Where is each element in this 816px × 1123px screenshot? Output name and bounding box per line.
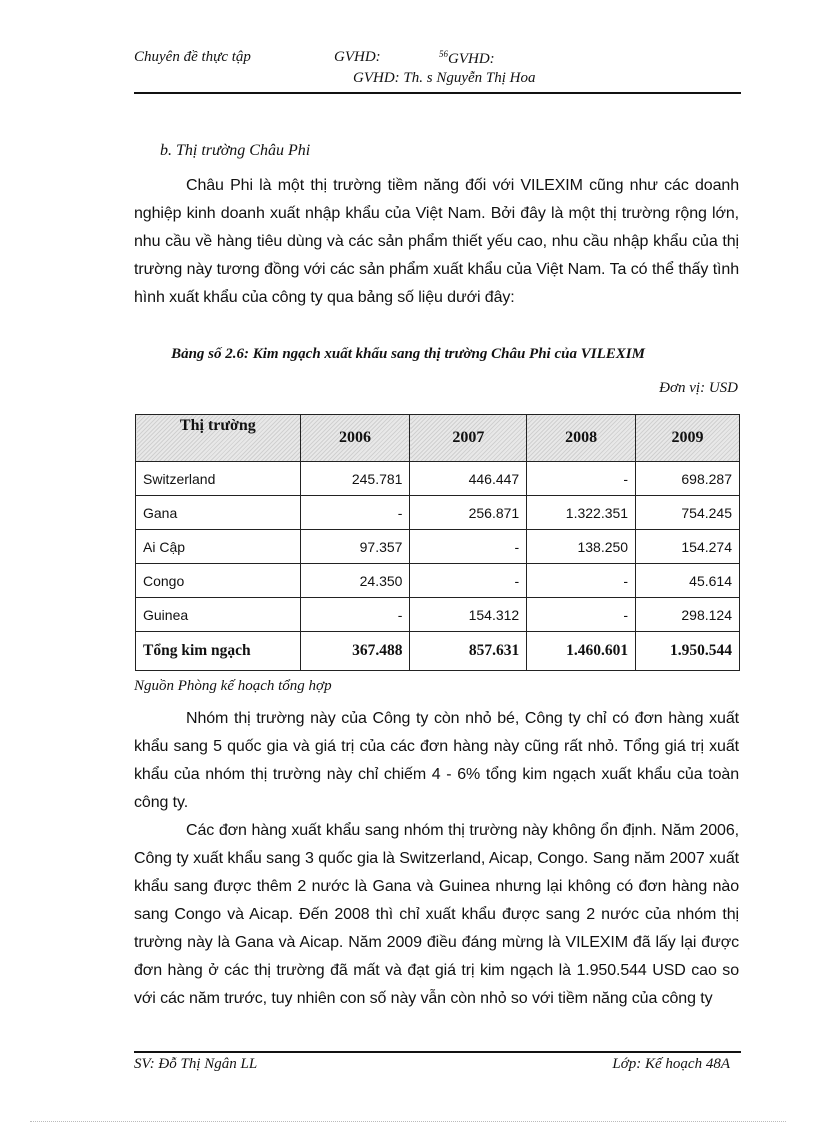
cell-value: -	[527, 564, 636, 598]
cell-market: Gana	[136, 496, 301, 530]
cell-value: 446.447	[410, 462, 527, 496]
total-value: 1.950.544	[636, 632, 740, 671]
total-value: 1.460.601	[527, 632, 636, 671]
header-course: Chuyên đề thực tập	[134, 49, 251, 65]
cell-value: 754.245	[636, 496, 740, 530]
total-label: Tổng kim ngạch	[136, 632, 301, 671]
col-header-2007: 2007	[410, 415, 527, 462]
footer-student: SV: Đỗ Thị Ngân LL	[134, 1056, 258, 1072]
header-advisor: GVHD: Th. s Nguyễn Thị Hoa	[353, 70, 536, 86]
cell-value: 1.322.351	[527, 496, 636, 530]
header-gvhd-a: GVHD:	[334, 49, 381, 65]
intro-text: Châu Phi là một thị trường tiềm năng đối với VILEXIM cũng như các doanh nghiệp kinh doanh xuất nhập khẩu của Việt Nam. Bởi đây là một thị trường rộng lớn, nhu cầu về hàng tiêu dùng và các sản phẩm thiết yếu cao, nhu cầu nhập khẩu của thị trường này tương đồng với các sản phẩm xuất khẩu của Việt Nam. Ta có thể thấy tình hình xuất khẩu của công ty qua bảng số liệu dưới đây:	[134, 177, 739, 306]
cell-value: 245.781	[300, 462, 410, 496]
body-paragraph-1	[134, 705, 739, 817]
col-header-2009: 2009	[636, 415, 740, 462]
table-total-row	[136, 632, 740, 671]
table-row	[136, 598, 740, 632]
table-unit: Đơn vị: USD	[659, 380, 738, 396]
cell-value: 698.287	[636, 462, 740, 496]
cell-market: Ai Cập	[136, 530, 301, 564]
table-row	[136, 462, 740, 496]
body-paragraph-2	[134, 817, 739, 1013]
header-rule	[134, 92, 741, 94]
header-gvhd-b-wrap	[439, 49, 495, 68]
cell-value: -	[410, 530, 527, 564]
table-header-row	[136, 415, 740, 462]
cell-value: 97.357	[300, 530, 410, 564]
cell-value: -	[527, 598, 636, 632]
total-value: 367.488	[300, 632, 410, 671]
table-source: Nguồn Phòng kế hoạch tổng hợp	[134, 678, 332, 694]
table-row	[136, 564, 740, 598]
cell-market: Congo	[136, 564, 301, 598]
cell-value: 298.124	[636, 598, 740, 632]
cell-value: 154.312	[410, 598, 527, 632]
page-edge-divider	[30, 1121, 786, 1122]
footer-rule	[134, 1051, 741, 1053]
body-text-2: Các đơn hàng xuất khẩu sang nhóm thị trường này không ổn định. Năm 2006, Công ty xuất khẩu sang 3 quốc gia là Switzerland, Aicap, Congo. Sang năm 2007 xuất khẩu sang được thêm 2 nước là Gana và Guinea nhưng lại không có đơn hàng nào sang Congo và Aicap. Đến 2008 thì chỉ xuất khẩu được sang 2 nước của nhóm thị trường này là Gana và Aicap. Năm 2009 điều đáng mừng là VILEXIM đã lấy lại được đơn hàng ở các thị trường đã mất và đạt giá trị kim ngạch là 1.950.544 USD cao so với các năm trước, tuy nhiên con số này vẫn còn nhỏ so với tiềm năng của công ty	[134, 822, 739, 1007]
cell-market: Guinea	[136, 598, 301, 632]
table-caption: Bảng số 2.6: Kim ngạch xuất khẩu sang thị trường Châu Phi của VILEXIM	[171, 346, 645, 362]
export-table	[135, 414, 740, 671]
intro-paragraph	[134, 172, 739, 312]
cell-value: 138.250	[527, 530, 636, 564]
total-value: 857.631	[410, 632, 527, 671]
section-heading: b. Thị trường Châu Phi	[160, 142, 311, 159]
cell-value: 154.274	[636, 530, 740, 564]
cell-value: 256.871	[410, 496, 527, 530]
col-header-2008: 2008	[527, 415, 636, 462]
cell-value: 45.614	[636, 564, 740, 598]
col-header-2006: 2006	[300, 415, 410, 462]
cell-value: 24.350	[300, 564, 410, 598]
footer-class: Lớp: Kế hoạch 48A	[612, 1056, 730, 1072]
body-text-1: Nhóm thị trường này của Công ty còn nhỏ bé, Công ty chỉ có đơn hàng xuất khẩu sang 5 quốc gia và giá trị của các đơn hàng này cũng rất nhỏ. Tổng giá trị xuất khẩu của nhóm thị trường này chỉ chiếm 4 - 6% tổng kim ngạch xuất khẩu của toàn công ty.	[134, 710, 739, 811]
header-gvhd-b: GVHD:	[448, 51, 495, 67]
cell-market: Switzerland	[136, 462, 301, 496]
table-row	[136, 530, 740, 564]
page-number: 56	[439, 49, 448, 59]
cell-value: -	[300, 496, 410, 530]
cell-value: -	[527, 462, 636, 496]
table-row	[136, 496, 740, 530]
cell-value: -	[410, 564, 527, 598]
col-header-market: Thị trường	[136, 415, 301, 462]
cell-value: -	[300, 598, 410, 632]
